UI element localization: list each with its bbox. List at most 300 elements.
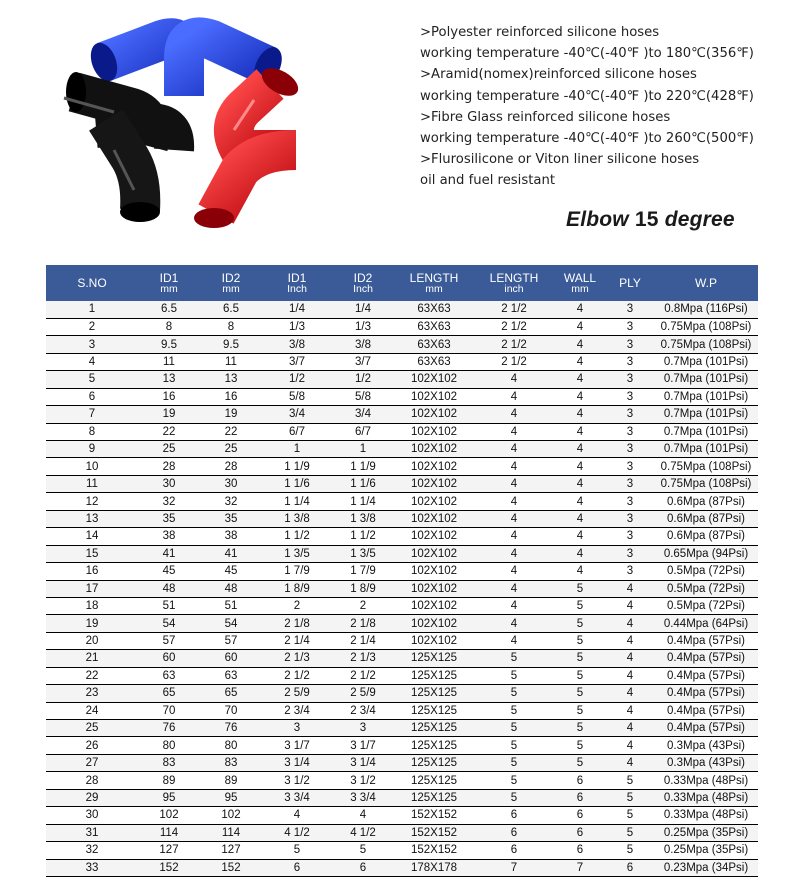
note-fibreglass-temp: working temperature -40℃(-40℉ )to 260℃(500℉)	[420, 130, 754, 146]
table-row	[46, 772, 758, 789]
table-cell: 2 1/4	[262, 632, 332, 649]
table-cell: 0.25Mpa (35Psi)	[654, 842, 758, 859]
table-cell: 0.44Mpa (64Psi)	[654, 615, 758, 632]
table-cell: 4	[606, 754, 654, 771]
table-cell: 89	[200, 772, 262, 789]
table-cell: 0.7Mpa (101Psi)	[654, 388, 758, 405]
table-cell: 125X125	[394, 667, 474, 684]
table-cell: 6.5	[138, 301, 200, 318]
table-cell: 3 1/7	[262, 737, 332, 754]
table-cell: 12	[46, 493, 138, 510]
table-cell: 70	[138, 702, 200, 719]
column-header-label: ID2	[221, 270, 241, 285]
table-cell: 2 1/2	[474, 353, 554, 370]
table-cell: 5	[554, 650, 606, 667]
table-cell: 0.5Mpa (72Psi)	[654, 597, 758, 614]
table-cell: 41	[138, 545, 200, 562]
table-cell: 4	[554, 423, 606, 440]
table-cell: 1 8/9	[332, 580, 394, 597]
table-cell: 0.8Mpa (116Psi)	[654, 301, 758, 318]
table-cell: 102X102	[394, 441, 474, 458]
table-cell: 0.75Mpa (108Psi)	[654, 475, 758, 492]
table-cell: 4	[262, 807, 332, 824]
table-cell: 0.7Mpa (101Psi)	[654, 353, 758, 370]
table-cell: 20	[46, 632, 138, 649]
table-cell: 63	[138, 667, 200, 684]
table-cell: 0.75Mpa (108Psi)	[654, 318, 758, 335]
table-cell: 4	[474, 423, 554, 440]
column-header-unit: mm	[425, 282, 443, 295]
table-cell: 9.5	[200, 336, 262, 353]
table-cell: 152X152	[394, 807, 474, 824]
table-cell: 11	[200, 353, 262, 370]
table-cell: 5	[606, 789, 654, 806]
table-cell: 38	[138, 528, 200, 545]
table-cell: 5	[554, 597, 606, 614]
table-cell: 102X102	[394, 545, 474, 562]
table-cell: 1/4	[262, 301, 332, 318]
table-cell: 22	[46, 667, 138, 684]
table-cell: 4	[554, 353, 606, 370]
column-header	[554, 265, 606, 301]
table-cell: 4	[606, 580, 654, 597]
table-cell: 1/2	[332, 371, 394, 388]
table-row	[46, 842, 758, 859]
table-cell: 3	[332, 720, 394, 737]
table-cell: 102X102	[394, 371, 474, 388]
table-row	[46, 336, 758, 353]
column-header-label: LENGTH	[489, 270, 539, 285]
table-cell: 22	[138, 423, 200, 440]
table-cell: 5	[606, 824, 654, 841]
table-cell: 5	[474, 650, 554, 667]
table-cell: 102X102	[394, 510, 474, 527]
column-header	[200, 265, 262, 301]
table-cell: 1 1/6	[262, 475, 332, 492]
table-cell: 5	[554, 615, 606, 632]
table-cell: 2 1/2	[474, 301, 554, 318]
table-cell: 4	[474, 388, 554, 405]
table-cell: 5	[474, 789, 554, 806]
table-cell: 41	[200, 545, 262, 562]
table-cell: 4	[474, 406, 554, 423]
column-header-label: WALL	[563, 270, 597, 285]
column-header	[474, 265, 554, 301]
table-cell: 0.4Mpa (57Psi)	[654, 650, 758, 667]
table-cell: 1	[46, 301, 138, 318]
table-cell: 125X125	[394, 789, 474, 806]
table-cell: 1	[332, 441, 394, 458]
table-cell: 48	[138, 580, 200, 597]
table-cell: 3	[606, 441, 654, 458]
table-cell: 22	[200, 423, 262, 440]
table-cell: 60	[200, 650, 262, 667]
table-cell: 3 3/4	[262, 789, 332, 806]
table-cell: 0.7Mpa (101Psi)	[654, 441, 758, 458]
table-cell: 3/4	[332, 406, 394, 423]
table-cell: 8	[138, 318, 200, 335]
table-cell: 125X125	[394, 720, 474, 737]
table-cell: 5	[554, 720, 606, 737]
table-cell: 4	[606, 615, 654, 632]
column-header-unit: mm	[222, 282, 240, 295]
table-cell: 1 7/9	[262, 563, 332, 580]
table-cell: 1 1/9	[262, 458, 332, 475]
table-cell: 102X102	[394, 388, 474, 405]
table-cell: 2 3/4	[262, 702, 332, 719]
table-cell: 0.33Mpa (48Psi)	[654, 789, 758, 806]
table-row	[46, 632, 758, 649]
table-cell: 54	[200, 615, 262, 632]
table-cell: 3	[606, 493, 654, 510]
table-cell: 2	[332, 597, 394, 614]
table-cell: 45	[138, 563, 200, 580]
table-cell: 0.4Mpa (57Psi)	[654, 685, 758, 702]
table-cell: 114	[138, 824, 200, 841]
table-cell: 2 1/2	[262, 667, 332, 684]
note-aramid-temp: working temperature -40℃(-40℉ )to 220℃(428℉)	[420, 88, 754, 104]
table-cell: 2 5/9	[262, 685, 332, 702]
table-cell: 4	[554, 475, 606, 492]
table-cell: 2 1/2	[332, 667, 394, 684]
table-cell: 4	[554, 371, 606, 388]
table-cell: 8	[200, 318, 262, 335]
table-cell: 6	[474, 824, 554, 841]
table-cell: 5	[474, 685, 554, 702]
table-cell: 30	[200, 475, 262, 492]
table-cell: 6	[332, 859, 394, 876]
table-row	[46, 318, 758, 335]
table-cell: 2 1/8	[262, 615, 332, 632]
table-cell: 0.3Mpa (43Psi)	[654, 754, 758, 771]
table-cell: 1 1/6	[332, 475, 394, 492]
table-cell: 0.4Mpa (57Psi)	[654, 667, 758, 684]
table-row	[46, 824, 758, 841]
table-cell: 26	[46, 737, 138, 754]
table-cell: 2 1/4	[332, 632, 394, 649]
note-oil-resistant: oil and fuel resistant	[420, 173, 555, 189]
table-cell: 1 1/4	[332, 493, 394, 510]
column-header	[654, 265, 758, 301]
table-cell: 0.3Mpa (43Psi)	[654, 737, 758, 754]
table-cell: 5	[554, 667, 606, 684]
table-cell: 0.33Mpa (48Psi)	[654, 772, 758, 789]
table-cell: 5	[46, 371, 138, 388]
table-cell: 28	[200, 458, 262, 475]
table-cell: 6	[554, 789, 606, 806]
table-cell: 83	[200, 754, 262, 771]
table-cell: 127	[200, 842, 262, 859]
table-cell: 102X102	[394, 597, 474, 614]
column-header-unit: mm	[571, 282, 589, 295]
table-cell: 6	[262, 859, 332, 876]
table-cell: 89	[138, 772, 200, 789]
table-cell: 102X102	[394, 406, 474, 423]
column-header-label: LENGTH	[409, 270, 459, 285]
table-cell: 4	[554, 563, 606, 580]
table-cell: 9	[46, 441, 138, 458]
table-row	[46, 371, 758, 388]
table-cell: 16	[200, 388, 262, 405]
table-cell: 4	[554, 545, 606, 562]
table-cell: 0.4Mpa (57Psi)	[654, 702, 758, 719]
table-row	[46, 353, 758, 370]
table-cell: 3 3/4	[332, 789, 394, 806]
table-cell: 102X102	[394, 528, 474, 545]
table-cell: 80	[200, 737, 262, 754]
table-row	[46, 789, 758, 806]
table-row	[46, 301, 758, 318]
table-cell: 3/7	[332, 353, 394, 370]
table-cell: 35	[200, 510, 262, 527]
table-cell: 51	[138, 597, 200, 614]
table-cell: 6	[554, 824, 606, 841]
column-header	[138, 265, 200, 301]
table-cell: 2 5/9	[332, 685, 394, 702]
table-cell: 6	[554, 772, 606, 789]
table-cell: 4	[554, 528, 606, 545]
table-cell: 54	[138, 615, 200, 632]
table-cell: 152X152	[394, 824, 474, 841]
title-word: Elbow	[566, 208, 629, 231]
table-cell: 1 1/2	[262, 528, 332, 545]
table-cell: 3	[606, 475, 654, 492]
table-row	[46, 458, 758, 475]
table-cell: 3 1/7	[332, 737, 394, 754]
table-cell: 1 3/8	[262, 510, 332, 527]
table-cell: 2 3/4	[332, 702, 394, 719]
table-cell: 5	[474, 702, 554, 719]
table-cell: 4	[474, 597, 554, 614]
table-cell: 38	[200, 528, 262, 545]
column-header-label: PLY	[619, 276, 641, 290]
table-row	[46, 406, 758, 423]
table-cell: 30	[138, 475, 200, 492]
table-cell: 102X102	[394, 475, 474, 492]
table-cell: 7	[46, 406, 138, 423]
table-cell: 1 1/9	[332, 458, 394, 475]
table-cell: 114	[200, 824, 262, 841]
table-cell: 4	[606, 597, 654, 614]
table-cell: 6/7	[332, 423, 394, 440]
table-cell: 13	[200, 371, 262, 388]
table-cell: 0.5Mpa (72Psi)	[654, 580, 758, 597]
table-header-row	[46, 265, 758, 301]
table-cell: 5	[554, 737, 606, 754]
table-cell: 4	[554, 388, 606, 405]
table-cell: 4	[474, 441, 554, 458]
table-cell: 3	[606, 458, 654, 475]
table-cell: 0.6Mpa (87Psi)	[654, 528, 758, 545]
table-cell: 5/8	[262, 388, 332, 405]
table-cell: 5	[554, 754, 606, 771]
table-cell: 32	[200, 493, 262, 510]
table-cell: 102X102	[394, 632, 474, 649]
table-row	[46, 685, 758, 702]
table-cell: 0.6Mpa (87Psi)	[654, 510, 758, 527]
table-cell: 0.7Mpa (101Psi)	[654, 371, 758, 388]
note-flurosilicone: >Flurosilicone or Viton liner silicone hoses	[420, 152, 700, 168]
table-cell: 1/3	[332, 318, 394, 335]
table-cell: 70	[200, 702, 262, 719]
table-row	[46, 493, 758, 510]
table-cell: 25	[46, 720, 138, 737]
table-cell: 2	[262, 597, 332, 614]
table-cell: 5	[474, 772, 554, 789]
table-cell: 3 1/4	[332, 754, 394, 771]
column-header	[394, 265, 474, 301]
column-header-unit: Inch	[287, 282, 307, 295]
table-cell: 6	[606, 859, 654, 876]
table-cell: 6.5	[200, 301, 262, 318]
table-cell: 1 1/4	[262, 493, 332, 510]
table-row	[46, 545, 758, 562]
table-cell: 4	[474, 632, 554, 649]
table-cell: 24	[46, 702, 138, 719]
table-row	[46, 737, 758, 754]
table-cell: 125X125	[394, 754, 474, 771]
table-row	[46, 597, 758, 614]
table-cell: 11	[46, 475, 138, 492]
table-cell: 5	[474, 720, 554, 737]
table-cell: 57	[138, 632, 200, 649]
table-cell: 4	[474, 458, 554, 475]
column-header-unit: mm	[160, 282, 178, 295]
table-cell: 4	[554, 510, 606, 527]
table-cell: 4	[606, 720, 654, 737]
table-cell: 4	[606, 632, 654, 649]
table-cell: 4	[606, 702, 654, 719]
table-cell: 51	[200, 597, 262, 614]
table-cell: 13	[138, 371, 200, 388]
table-cell: 0.7Mpa (101Psi)	[654, 423, 758, 440]
table-cell: 2 1/2	[474, 318, 554, 335]
note-polyester: >Polyester reinforced silicone hoses	[420, 25, 660, 40]
table-cell: 0.33Mpa (48Psi)	[654, 807, 758, 824]
table-cell: 11	[138, 353, 200, 370]
table-cell: 4	[554, 318, 606, 335]
table-cell: 10	[46, 458, 138, 475]
table-cell: 5	[554, 702, 606, 719]
column-header-label: ID2	[353, 270, 373, 285]
table-cell: 6	[554, 807, 606, 824]
table-cell: 4	[554, 301, 606, 318]
page-title	[566, 208, 735, 232]
table-cell: 5	[474, 737, 554, 754]
table-cell: 80	[138, 737, 200, 754]
column-header-label: W.P	[694, 276, 717, 290]
table-cell: 3	[606, 563, 654, 580]
column-header-label: S.NO	[77, 276, 107, 290]
column-header	[606, 265, 654, 301]
table-cell: 4	[332, 807, 394, 824]
table-cell: 19	[200, 406, 262, 423]
table-body	[46, 301, 758, 876]
table-row	[46, 510, 758, 527]
table-cell: 3	[606, 528, 654, 545]
table-cell: 4 1/2	[332, 824, 394, 841]
table-cell: 3/8	[262, 336, 332, 353]
table-cell: 17	[46, 580, 138, 597]
column-header	[332, 265, 394, 301]
table-cell: 5	[554, 685, 606, 702]
column-header-unit: Inch	[353, 282, 373, 295]
table-cell: 19	[138, 406, 200, 423]
table-cell: 152	[200, 859, 262, 876]
note-aramid: >Aramid(nomex)reinforced silicone hoses	[420, 67, 697, 83]
table-cell: 4	[474, 615, 554, 632]
table-cell: 4	[554, 336, 606, 353]
table-cell: 13	[46, 510, 138, 527]
table-cell: 3	[606, 353, 654, 370]
table-cell: 1 3/8	[332, 510, 394, 527]
column-header-label: ID1	[287, 270, 307, 285]
column-header-unit: inch	[504, 282, 524, 295]
table-cell: 4	[474, 475, 554, 492]
table-cell: 5	[474, 667, 554, 684]
spec-table	[46, 265, 758, 877]
table-cell: 1 1/2	[332, 528, 394, 545]
table-cell: 48	[200, 580, 262, 597]
table-cell: 65	[200, 685, 262, 702]
table-cell: 63X63	[394, 301, 474, 318]
table-cell: 0.23Mpa (34Psi)	[654, 859, 758, 876]
table-cell: 0.5Mpa (72Psi)	[654, 563, 758, 580]
table-cell: 1/2	[262, 371, 332, 388]
table-row	[46, 859, 758, 876]
table-cell: 8	[46, 423, 138, 440]
table-cell: 4	[474, 528, 554, 545]
table-row	[46, 528, 758, 545]
table-cell: 102X102	[394, 580, 474, 597]
table-cell: 4	[474, 545, 554, 562]
table-cell: 30	[46, 807, 138, 824]
table-cell: 63	[200, 667, 262, 684]
table-cell: 1 3/5	[332, 545, 394, 562]
table-cell: 5	[606, 772, 654, 789]
table-cell: 5	[554, 580, 606, 597]
table-cell: 27	[46, 754, 138, 771]
table-cell: 15	[46, 545, 138, 562]
table-cell: 1/4	[332, 301, 394, 318]
table-cell: 6/7	[262, 423, 332, 440]
table-cell: 0.7Mpa (101Psi)	[654, 406, 758, 423]
table-cell: 6	[474, 807, 554, 824]
table-cell: 3	[606, 406, 654, 423]
table-cell: 5	[262, 842, 332, 859]
table-cell: 2 1/3	[332, 650, 394, 667]
table-row	[46, 667, 758, 684]
table-cell: 178X178	[394, 859, 474, 876]
table-cell: 6	[474, 842, 554, 859]
table-row	[46, 388, 758, 405]
table-cell: 152X152	[394, 842, 474, 859]
table-cell: 4	[606, 667, 654, 684]
title-degree-value: 15	[634, 208, 659, 231]
table-cell: 3/4	[262, 406, 332, 423]
table-cell: 5	[332, 842, 394, 859]
table-row	[46, 650, 758, 667]
table-cell: 4	[606, 685, 654, 702]
table-cell: 4 1/2	[262, 824, 332, 841]
hose-product-photo	[44, 0, 326, 240]
table-row	[46, 807, 758, 824]
table-cell: 4	[474, 563, 554, 580]
table-cell: 3	[606, 301, 654, 318]
table-cell: 4	[474, 580, 554, 597]
table-cell: 2	[46, 318, 138, 335]
table-cell: 16	[46, 563, 138, 580]
